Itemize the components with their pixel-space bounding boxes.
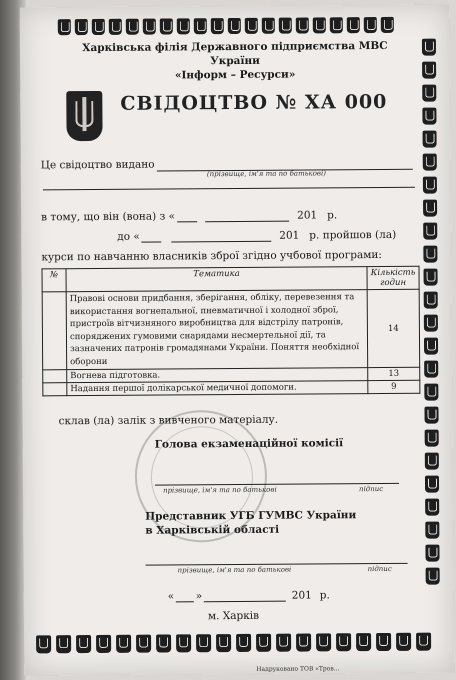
organization-header — [60, 39, 410, 83]
trident-icon — [316, 633, 331, 651]
row-topic: Вогнева підготовка. — [67, 368, 368, 383]
row-number-cell — [43, 383, 67, 396]
trident-icon — [177, 18, 190, 34]
row-topic: Правові основи придбання, зберігання, обліку, перевезення та використання вогнепальної, пневматичної і холодної зброї, пристроїв вітчизняного виробництва для відстрілу патронів, споряджених гумовими снарядами несмертельної дії, та зазначених патронів громадянами України. Поняття необхідної оборони — [66, 290, 368, 370]
date-day-line[interactable] — [176, 601, 194, 602]
date-mid: » — [195, 590, 203, 603]
trident-icon — [376, 633, 391, 651]
period-to-year: 201 — [279, 229, 300, 242]
header-number: № — [42, 269, 66, 292]
trident-icon — [126, 19, 139, 35]
trident-icon — [364, 17, 377, 33]
trident-icon — [236, 634, 251, 652]
table-row — [43, 380, 420, 396]
trident-icon — [92, 19, 105, 35]
trident-icon — [423, 131, 437, 148]
trident-icon — [143, 19, 156, 35]
issued-to-hint: (прізвище, ім'я та по батькові) — [206, 169, 326, 179]
right-ornament-border — [422, 39, 440, 585]
trident-icon — [194, 18, 207, 34]
trident-icon — [156, 634, 171, 652]
trident-icon — [58, 19, 71, 35]
exam-signature-label: підпис — [359, 484, 384, 494]
period-from-month-line[interactable] — [205, 221, 289, 223]
date-year: 201 — [291, 589, 312, 602]
row-hours: 14 — [367, 289, 420, 367]
period-from-prefix: в тому, що він (вона) з « — [41, 210, 176, 224]
trident-icon — [56, 635, 71, 653]
exam-result-text: склав (ла) залік з вивченого матеріалу. — [58, 413, 279, 428]
trident-icon — [279, 18, 292, 34]
trident-icon — [336, 633, 351, 651]
trident-icon — [423, 154, 437, 171]
row-topic: Надання першої долікарської медичної допомоги. — [67, 381, 368, 396]
trident-icon — [423, 246, 437, 263]
trident-icon — [136, 635, 151, 653]
trident-icon — [425, 499, 439, 516]
trident-icon — [160, 18, 173, 34]
trident-icon — [422, 85, 436, 102]
trident-icon — [196, 634, 211, 652]
representative-signature-hint: прізвище, ім'я та по батькові — [177, 565, 292, 575]
certificate-title: СВІДОЦТВО № ХА 000 — [120, 90, 388, 115]
row-hours: 9 — [368, 380, 420, 393]
period-to-prefix: до « — [117, 230, 140, 243]
trident-icon — [116, 635, 131, 653]
trident-icon — [423, 223, 437, 240]
trident-emblem-icon — [66, 91, 102, 141]
trident-icon — [425, 545, 439, 562]
trident-icon — [422, 108, 436, 125]
trident-icon — [423, 200, 437, 217]
trident-icon — [96, 635, 111, 653]
trident-icon — [422, 62, 436, 79]
period-to-day-line[interactable] — [141, 242, 161, 243]
trident-icon — [296, 17, 309, 33]
representative-title: Представник УГБ ГУМВС України — [145, 509, 357, 523]
table-row — [42, 289, 420, 370]
city-label: м. Харків — [207, 609, 260, 623]
trident-icon — [211, 18, 224, 34]
trident-icon — [176, 634, 191, 652]
trident-icon — [423, 177, 437, 194]
trident-icon — [381, 17, 394, 33]
trident-icon — [424, 384, 438, 401]
row-number-cell — [42, 292, 67, 370]
row-hours: 13 — [368, 367, 420, 380]
row-number-cell — [43, 370, 67, 383]
trident-icon — [296, 633, 311, 651]
trident-icon — [256, 634, 271, 652]
organization-name: Харківська філія Державного підприємства МВС України — [82, 39, 388, 68]
trident-icon — [424, 407, 438, 424]
trident-icon — [356, 633, 371, 651]
period-from-year: 201 — [297, 209, 318, 222]
date-suffix: р. — [319, 589, 330, 602]
organization-subtitle: «Інформ – Ресурси» — [174, 68, 296, 82]
trident-icon — [416, 633, 431, 651]
period-to-month-line[interactable] — [171, 241, 271, 243]
exam-chair-label: Голова екзаменаційної комісії — [154, 437, 344, 451]
trident-icon — [216, 634, 231, 652]
print-note: Надруковано ТОВ «Тров... — [256, 665, 340, 673]
trident-icon — [262, 18, 275, 34]
date-month-line[interactable] — [204, 601, 286, 603]
representative-signature-label: підпис — [367, 564, 392, 574]
trident-icon — [276, 634, 291, 652]
official-stamp — [134, 410, 267, 543]
trident-icon — [424, 315, 438, 332]
trident-icon — [245, 18, 258, 34]
trident-icon — [424, 338, 438, 355]
course-description: курси по навчанню власників зброї згідно учбової програми: — [41, 248, 382, 264]
trident-icon — [347, 17, 360, 33]
issued-to-line-2[interactable] — [43, 187, 415, 191]
trident-icon — [228, 18, 241, 34]
trident-icon — [422, 39, 436, 56]
trident-icon — [424, 361, 438, 378]
table-header-row — [42, 266, 419, 292]
trident-icon — [425, 430, 439, 447]
header-topic: Тематика — [66, 267, 367, 292]
trident-icon — [396, 633, 411, 651]
trident-icon — [75, 19, 88, 35]
period-to-suffix: р. пройшов (ла) — [309, 228, 397, 242]
issued-to-label: Це свідоцтво видано — [40, 158, 155, 172]
trident-icon — [330, 17, 343, 33]
top-ornament-border — [58, 17, 394, 35]
trident-icon — [424, 269, 438, 286]
representative-region: в Харківській області — [145, 523, 280, 537]
bottom-ornament-border — [36, 633, 431, 654]
trident-icon — [313, 17, 326, 33]
date-prefix: « — [167, 590, 175, 603]
certificate-sheet — [20, 5, 455, 676]
exam-signature-hint: прізвище, ім'я та по батькові — [163, 485, 277, 495]
trident-icon — [36, 635, 51, 653]
trident-icon — [425, 453, 439, 470]
period-from-suffix: р. — [327, 209, 338, 222]
header-hours: Кількість годин — [367, 266, 419, 289]
topics-table — [41, 266, 420, 397]
emblem-trident-stem — [82, 97, 86, 131]
trident-icon — [424, 292, 438, 309]
trident-icon — [425, 522, 439, 539]
trident-icon — [426, 568, 440, 585]
trident-icon — [76, 635, 91, 653]
trident-icon — [425, 476, 439, 493]
period-from-day-line[interactable] — [177, 221, 197, 222]
trident-icon — [109, 19, 122, 35]
